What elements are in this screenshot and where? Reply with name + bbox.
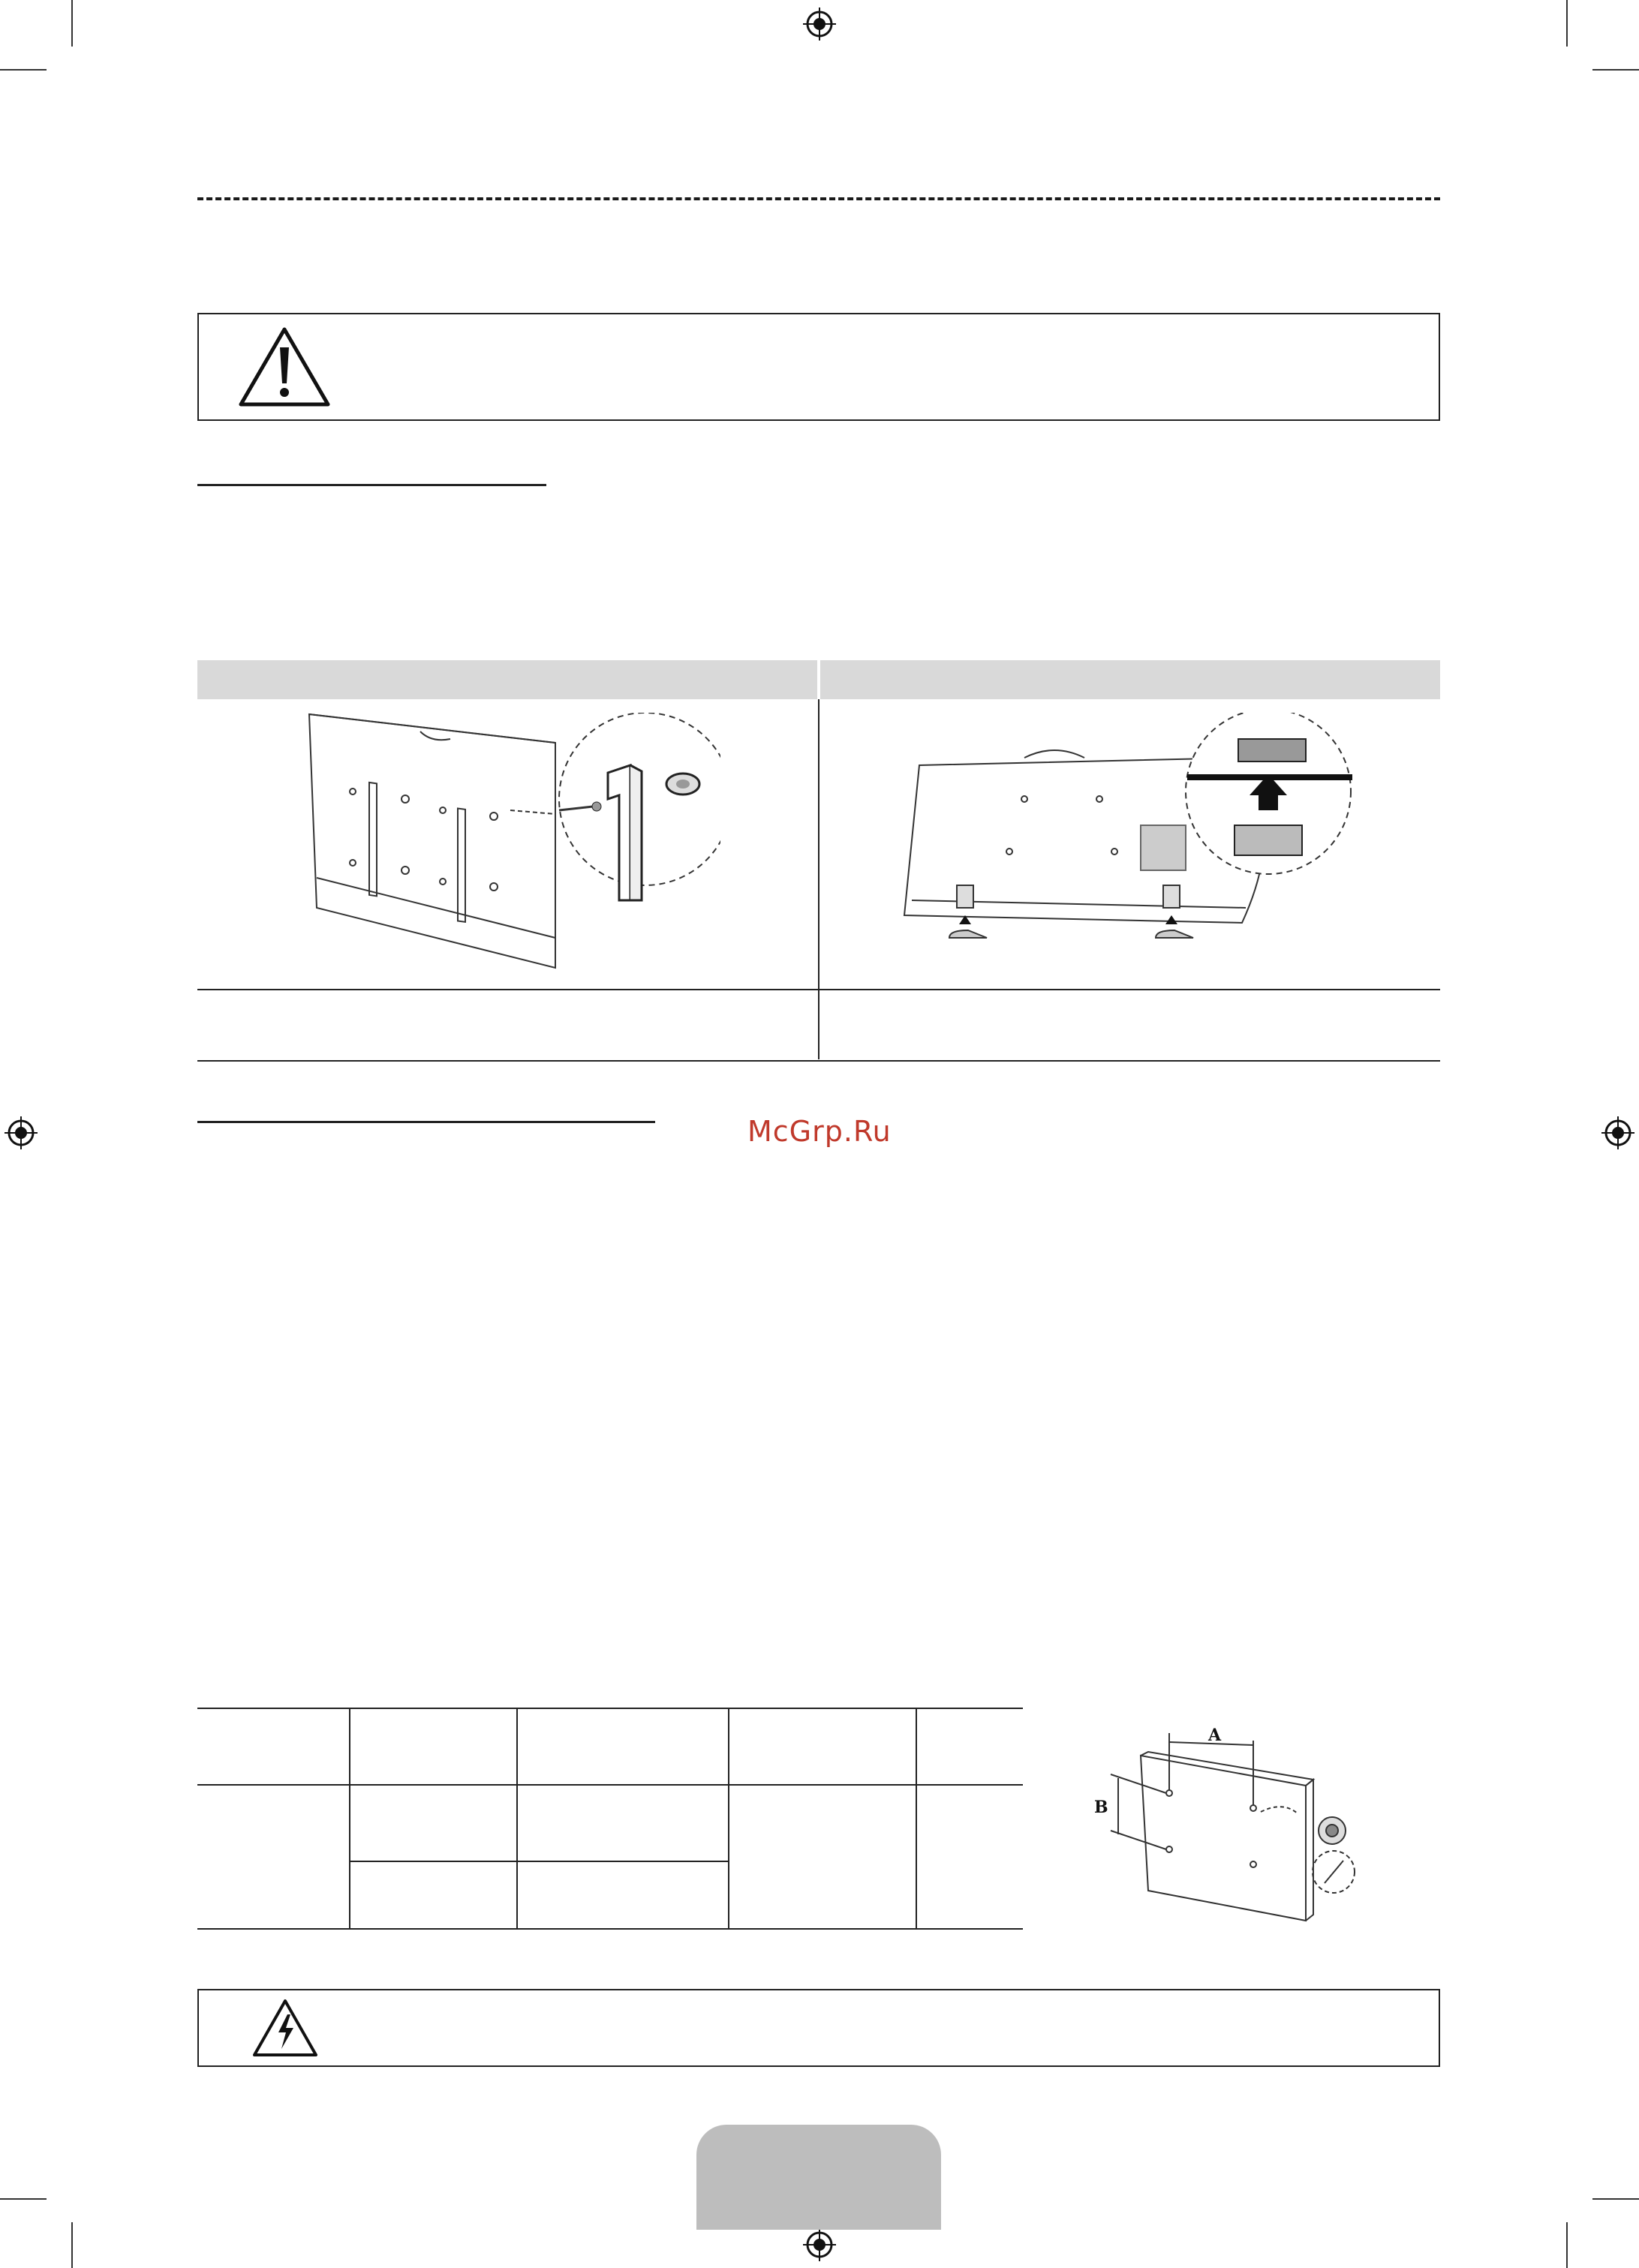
table-column-divider [818, 699, 820, 1059]
tv-stand-attachment-illustration [897, 713, 1362, 953]
vesa-table-col-divider [728, 1708, 729, 1928]
vesa-table-col-divider [916, 1708, 917, 1928]
warning-triangle-icon [236, 325, 332, 409]
crop-mark-bottom-right-v [1566, 2222, 1568, 2268]
vesa-table-col-divider [516, 1708, 518, 1928]
registration-crosshair-icon [1601, 1116, 1634, 1149]
vesa-table-bottom-rule [197, 1928, 1023, 1930]
table-row-divider [197, 989, 1440, 990]
vesa-table-top-rule [197, 1708, 1023, 1709]
vesa-dimension-b-label: B [1094, 1798, 1108, 1817]
table-header-left [197, 660, 817, 699]
electric-warning-box [197, 1989, 1440, 2067]
header-dashed-rule [197, 197, 1440, 200]
vesa-table-header-rule [197, 1784, 1023, 1786]
crop-mark-top-right-h [1592, 69, 1639, 71]
vesa-table-col-divider [349, 1708, 350, 1928]
registration-crosshair-icon [5, 1116, 38, 1149]
vesa-mount-dimension-illustration [1081, 1718, 1381, 1936]
table-bottom-rule [197, 1060, 1440, 1062]
crop-mark-bottom-left-v [71, 2222, 73, 2268]
crop-mark-bottom-left-h [0, 2198, 47, 2200]
table-header-right [820, 660, 1440, 699]
registration-crosshair-icon [803, 8, 836, 41]
caution-box [197, 313, 1440, 421]
registration-crosshair-icon [803, 2228, 836, 2261]
electric-shock-triangle-icon [251, 1998, 319, 2058]
crop-mark-bottom-right-h [1592, 2198, 1639, 2200]
section-heading-underline [197, 1121, 655, 1123]
vesa-dimension-a-label: A [1208, 1726, 1222, 1745]
watermark: McGrp.Ru [747, 1115, 892, 1148]
page-number-tab [696, 2125, 941, 2230]
section-heading-underline [197, 484, 546, 486]
vesa-table-mid-rule [349, 1861, 728, 1862]
crop-mark-top-left-v [71, 0, 73, 47]
tv-rear-wall-bracket-illustration [300, 713, 720, 975]
crop-mark-top-right-v [1566, 0, 1568, 47]
crop-mark-top-left-h [0, 69, 47, 71]
